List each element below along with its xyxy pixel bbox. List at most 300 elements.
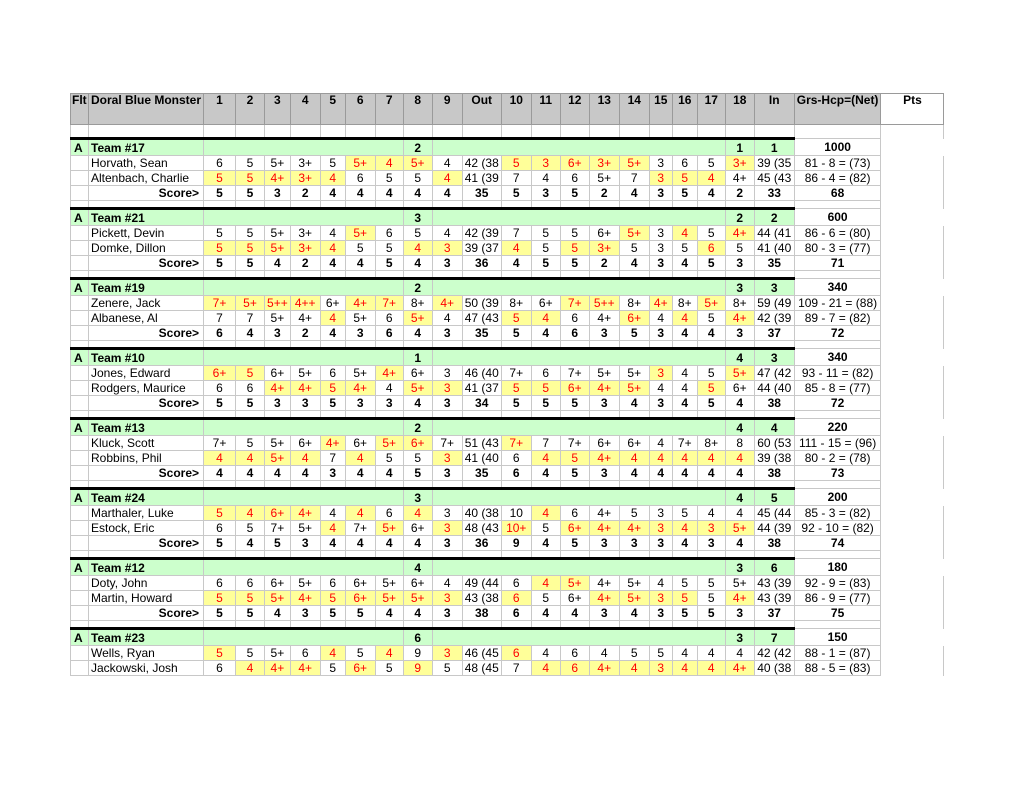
empty-cell <box>462 481 501 489</box>
player-row <box>71 226 944 241</box>
in-total: 38 <box>754 396 794 411</box>
empty-cell <box>531 341 560 349</box>
hole-best: 4 <box>725 536 754 551</box>
hole-score: 5+ <box>265 451 291 466</box>
net-score: 86 - 6 = (80) <box>794 226 881 241</box>
hole-header: 17 <box>697 94 725 125</box>
hole-best: 5 <box>697 256 725 271</box>
hole-best: 3 <box>649 186 672 201</box>
empty-cell <box>71 296 89 311</box>
hole-score: 5+ <box>560 576 589 591</box>
empty-cell <box>881 256 944 271</box>
empty-cell <box>375 621 403 629</box>
empty-cell <box>71 551 89 559</box>
hole-score: 4 <box>531 646 560 661</box>
empty-cell <box>697 551 725 559</box>
front-spacer <box>204 279 404 296</box>
hole-best: 5 <box>204 396 236 411</box>
empty-cell <box>619 341 649 349</box>
hole-score: 4 <box>320 171 345 186</box>
hole-header: 11 <box>531 94 560 125</box>
empty-cell <box>725 271 754 279</box>
empty-cell <box>619 551 649 559</box>
empty-cell <box>697 201 725 209</box>
empty-cell <box>71 226 89 241</box>
hole-header: 7 <box>375 94 403 125</box>
hole-score: 5 <box>236 171 265 186</box>
empty-cell <box>403 481 432 489</box>
hole-score: 5 <box>403 171 432 186</box>
empty-cell <box>754 551 794 559</box>
hole-best: 3 <box>290 536 320 551</box>
hole-score: 5 <box>236 241 265 256</box>
hole-score: 7+ <box>204 436 236 451</box>
hole-best: 5 <box>560 186 589 201</box>
player-row <box>71 171 944 186</box>
player-row <box>71 506 944 521</box>
empty-cell <box>589 271 619 279</box>
in-score: 42 (42 <box>754 646 794 661</box>
hole-score: 5 <box>403 226 432 241</box>
empty-cell <box>71 606 89 621</box>
empty-cell <box>649 411 672 419</box>
empty-cell <box>881 366 944 381</box>
hole-score: 4+ <box>725 661 754 676</box>
empty-cell <box>697 125 725 139</box>
flight-letter: A <box>71 139 89 156</box>
hole-score: 5++ <box>589 296 619 311</box>
hole-best: 4 <box>672 326 697 341</box>
score-label: Score> <box>89 326 204 341</box>
hole-score: 5+ <box>403 311 432 326</box>
empty-cell <box>881 396 944 411</box>
empty-cell <box>881 506 944 521</box>
hole-score: 4+ <box>589 311 619 326</box>
hole-score: 7+ <box>501 436 531 451</box>
empty-cell <box>619 411 649 419</box>
empty-cell <box>236 411 265 419</box>
hole-score: 4 <box>649 576 672 591</box>
hole-score: 7 <box>204 311 236 326</box>
empty-cell <box>265 551 291 559</box>
net-score: 88 - 1 = (87) <box>794 646 881 661</box>
hole-score: 5 <box>501 156 531 171</box>
hole-best: 4 <box>403 186 432 201</box>
empty-cell <box>560 481 589 489</box>
hole-score: 6+ <box>290 436 320 451</box>
empty-cell <box>71 621 89 629</box>
empty-cell <box>881 646 944 661</box>
hole-score: 3 <box>432 521 462 536</box>
empty-cell <box>881 481 944 489</box>
front-spacer <box>204 489 404 506</box>
empty-cell <box>432 271 462 279</box>
hole-score: 5 <box>697 311 725 326</box>
empty-cell <box>71 271 89 279</box>
hole-score: 4+ <box>589 576 619 591</box>
hole-score: 5 <box>672 576 697 591</box>
hole-score: 4 <box>345 506 375 521</box>
hole-score: 8+ <box>697 436 725 451</box>
hole-score: 4 <box>204 451 236 466</box>
player-name: Jackowski, Josh <box>89 661 204 676</box>
hole-score: 4 <box>672 366 697 381</box>
player-row <box>71 436 944 451</box>
empty-cell <box>345 481 375 489</box>
hole-score: 5 <box>619 646 649 661</box>
team-pts: 150 <box>794 629 881 646</box>
hole-best: 5 <box>204 256 236 271</box>
out-score: 41 (37 <box>462 381 501 396</box>
empty-cell <box>881 156 944 171</box>
empty-cell <box>672 125 697 139</box>
hole-score: 3 <box>649 241 672 256</box>
hole-best: 5 <box>560 466 589 481</box>
spacer-row <box>71 125 944 139</box>
hole-best: 4 <box>649 466 672 481</box>
hole-best: 4 <box>345 186 375 201</box>
flight-letter: A <box>71 629 89 646</box>
hole-score: 3 <box>432 506 462 521</box>
hole-best: 4 <box>320 536 345 551</box>
empty-cell <box>881 201 944 209</box>
empty-cell <box>589 551 619 559</box>
hole-score: 5 <box>531 381 560 396</box>
hole-best: 5 <box>560 536 589 551</box>
empty-cell <box>619 201 649 209</box>
hole-score: 5+ <box>375 576 403 591</box>
hole-score: 8 <box>725 436 754 451</box>
net-total: 68 <box>794 186 881 201</box>
hole-best: 4 <box>320 256 345 271</box>
hole-score: 5 <box>531 241 560 256</box>
empty-cell <box>204 341 236 349</box>
hole-score: 4 <box>236 661 265 676</box>
hole-score: 5 <box>649 646 672 661</box>
empty-cell <box>320 271 345 279</box>
hole-best: 4 <box>697 326 725 341</box>
hole-score: 5 <box>725 241 754 256</box>
in-score: 43 (39 <box>754 591 794 606</box>
back-spacer <box>432 139 725 156</box>
hole-score: 3 <box>531 156 560 171</box>
hole-best: 5 <box>697 606 725 621</box>
empty-cell <box>345 271 375 279</box>
hole-score: 4+ <box>265 171 291 186</box>
hole-score: 4+ <box>589 521 619 536</box>
out-points: 3 <box>403 209 432 226</box>
hole-score: 5 <box>204 171 236 186</box>
hole-score: 5 <box>320 661 345 676</box>
hole-best: 3 <box>432 326 462 341</box>
empty-cell <box>697 481 725 489</box>
hole-score: 6+ <box>589 226 619 241</box>
hole-best: 4 <box>204 466 236 481</box>
empty-cell <box>71 411 89 419</box>
empty-cell <box>71 156 89 171</box>
out-total: 36 <box>462 536 501 551</box>
hole-score: 4 <box>672 521 697 536</box>
hole-score: 6+ <box>345 661 375 676</box>
player-name: Domke, Dillon <box>89 241 204 256</box>
hole-score: 3 <box>432 366 462 381</box>
hole-score: 4 <box>649 381 672 396</box>
empty-cell <box>881 226 944 241</box>
in-total: 35 <box>754 256 794 271</box>
empty-cell <box>531 201 560 209</box>
empty-cell <box>881 241 944 256</box>
hole-score: 4+ <box>290 381 320 396</box>
empty-cell <box>589 481 619 489</box>
empty-cell <box>725 341 754 349</box>
empty-cell <box>649 621 672 629</box>
team-name: Team #24 <box>89 489 204 506</box>
hole-score: 6 <box>290 646 320 661</box>
empty-cell <box>754 411 794 419</box>
hole-best: 4 <box>375 536 403 551</box>
empty-cell <box>560 341 589 349</box>
hole-score: 5 <box>560 226 589 241</box>
team-pts: 600 <box>794 209 881 226</box>
hole-best: 4 <box>403 606 432 621</box>
empty-cell <box>432 621 462 629</box>
player-name: Kluck, Scott <box>89 436 204 451</box>
empty-cell <box>71 125 89 139</box>
hole-best: 6 <box>560 326 589 341</box>
empty-cell <box>265 481 291 489</box>
hole-score: 5+ <box>619 366 649 381</box>
hole-best: 4 <box>320 186 345 201</box>
hole-best: 5 <box>236 396 265 411</box>
empty-cell <box>672 271 697 279</box>
total-points: 4 <box>754 419 794 436</box>
empty-cell <box>265 341 291 349</box>
empty-cell <box>462 551 501 559</box>
net-score: 85 - 8 = (77) <box>794 381 881 396</box>
hole-score: 5+ <box>375 521 403 536</box>
empty-cell <box>560 271 589 279</box>
empty-cell <box>71 661 89 676</box>
hole-score: 3+ <box>589 156 619 171</box>
empty-cell <box>89 621 204 629</box>
empty-cell <box>403 271 432 279</box>
hole-best: 2 <box>290 186 320 201</box>
in-score: 41 (40 <box>754 241 794 256</box>
empty-cell <box>345 125 375 139</box>
hole-score: 6 <box>204 661 236 676</box>
in-score: 60 (53 <box>754 436 794 451</box>
hole-best: 4 <box>619 466 649 481</box>
hole-score: 6 <box>204 521 236 536</box>
empty-cell <box>725 201 754 209</box>
hole-best: 3 <box>265 396 291 411</box>
empty-cell <box>71 481 89 489</box>
empty-cell <box>649 125 672 139</box>
score-label: Score> <box>89 606 204 621</box>
empty-cell <box>71 311 89 326</box>
hole-score: 5 <box>531 226 560 241</box>
hole-score: 5+ <box>345 311 375 326</box>
team-pts: 1000 <box>794 139 881 156</box>
hole-score: 4 <box>531 171 560 186</box>
hole-score: 4 <box>320 521 345 536</box>
hole-best: 5 <box>403 466 432 481</box>
empty-cell <box>725 125 754 139</box>
flight-letter: A <box>71 489 89 506</box>
empty-cell <box>501 125 531 139</box>
hole-best: 4 <box>265 256 291 271</box>
empty-cell <box>204 411 236 419</box>
hole-best: 4 <box>672 396 697 411</box>
hole-score: 6 <box>501 646 531 661</box>
in-header: In <box>754 94 794 125</box>
empty-cell <box>320 201 345 209</box>
empty-cell <box>754 201 794 209</box>
empty-cell <box>501 411 531 419</box>
empty-cell <box>531 551 560 559</box>
net-score: 85 - 3 = (82) <box>794 506 881 521</box>
hole-score: 8+ <box>672 296 697 311</box>
spacer-row <box>71 551 944 559</box>
in-total: 38 <box>754 466 794 481</box>
team-pts: 200 <box>794 489 881 506</box>
empty-cell <box>204 481 236 489</box>
out-score: 46 (40 <box>462 366 501 381</box>
player-name: Estock, Eric <box>89 521 204 536</box>
hole-score: 3 <box>432 591 462 606</box>
hole-header: 14 <box>619 94 649 125</box>
hole-score: 4 <box>432 576 462 591</box>
empty-cell <box>794 621 881 629</box>
hole-score: 4 <box>672 381 697 396</box>
hole-header: 2 <box>236 94 265 125</box>
hole-score: 4 <box>320 311 345 326</box>
hole-score: 4 <box>432 171 462 186</box>
hole-best: 4 <box>725 396 754 411</box>
hole-score: 6 <box>560 661 589 676</box>
empty-cell <box>881 451 944 466</box>
score-label: Score> <box>89 256 204 271</box>
hole-score: 5+ <box>265 241 291 256</box>
empty-cell <box>531 125 560 139</box>
hole-best: 3 <box>589 536 619 551</box>
hole-best: 4 <box>403 256 432 271</box>
hole-score: 6+ <box>560 521 589 536</box>
flight-letter: A <box>71 559 89 576</box>
scorecard-table <box>70 93 944 676</box>
total-points: 3 <box>754 349 794 366</box>
hole-header: 3 <box>265 94 291 125</box>
empty-cell <box>725 551 754 559</box>
hole-score: 4 <box>236 506 265 521</box>
hole-best: 5 <box>501 396 531 411</box>
hole-score: 5+ <box>290 576 320 591</box>
team-row <box>71 489 944 506</box>
empty-cell <box>71 646 89 661</box>
empty-cell <box>375 125 403 139</box>
net-score: 80 - 2 = (78) <box>794 451 881 466</box>
out-total: 34 <box>462 396 501 411</box>
hole-score: 5+ <box>725 576 754 591</box>
hole-best: 6 <box>204 326 236 341</box>
hole-score: 6+ <box>725 381 754 396</box>
hole-score: 4 <box>320 226 345 241</box>
empty-cell <box>560 411 589 419</box>
empty-cell <box>89 551 204 559</box>
hole-best: 3 <box>649 326 672 341</box>
hole-best: 4 <box>672 536 697 551</box>
empty-cell <box>71 341 89 349</box>
net-total: 74 <box>794 536 881 551</box>
empty-cell <box>697 341 725 349</box>
hole-score: 5+ <box>290 521 320 536</box>
hole-score: 4+ <box>432 296 462 311</box>
empty-cell <box>265 411 291 419</box>
empty-cell <box>320 481 345 489</box>
hole-score: 3+ <box>290 226 320 241</box>
hole-score: 6 <box>560 311 589 326</box>
hole-score: 4 <box>432 311 462 326</box>
spacer-row <box>71 201 944 209</box>
empty-cell <box>672 341 697 349</box>
hole-score: 5 <box>697 381 725 396</box>
hole-best: 3 <box>432 396 462 411</box>
player-row <box>71 241 944 256</box>
hole-best: 3 <box>290 606 320 621</box>
empty-cell <box>589 125 619 139</box>
hole-score: 3 <box>649 506 672 521</box>
pts-header: Pts <box>881 94 944 125</box>
empty-cell <box>71 451 89 466</box>
hole-best: 4 <box>560 606 589 621</box>
empty-cell <box>672 201 697 209</box>
hole-best: 5 <box>236 256 265 271</box>
hole-best: 5 <box>501 186 531 201</box>
hole-header: 13 <box>589 94 619 125</box>
hole-best: 2 <box>589 186 619 201</box>
hole-score: 4+ <box>725 311 754 326</box>
hole-best: 3 <box>649 536 672 551</box>
empty-cell <box>432 481 462 489</box>
hole-best: 3 <box>531 186 560 201</box>
hole-score: 5 <box>345 241 375 256</box>
empty-cell <box>403 411 432 419</box>
hole-score: 5+ <box>236 296 265 311</box>
net-total: 71 <box>794 256 881 271</box>
hole-best: 4 <box>531 536 560 551</box>
hole-best: 4 <box>345 536 375 551</box>
out-total: 38 <box>462 606 501 621</box>
empty-cell <box>881 296 944 311</box>
hole-best: 4 <box>320 326 345 341</box>
hole-score: 5 <box>403 451 432 466</box>
team-name: Team #10 <box>89 349 204 366</box>
hole-score: 8+ <box>403 296 432 311</box>
hole-score: 5+ <box>345 366 375 381</box>
hole-score: 4 <box>589 646 619 661</box>
hole-score: 3 <box>649 591 672 606</box>
hole-score: 4 <box>619 451 649 466</box>
hole-best: 4 <box>619 186 649 201</box>
team-row <box>71 139 944 156</box>
hole-score: 6 <box>560 506 589 521</box>
empty-cell <box>560 551 589 559</box>
hole-score: 4 <box>725 646 754 661</box>
front-spacer <box>204 209 404 226</box>
hole-score: 5+ <box>403 156 432 171</box>
out-points: 6 <box>403 629 432 646</box>
hole-score: 4+ <box>589 506 619 521</box>
